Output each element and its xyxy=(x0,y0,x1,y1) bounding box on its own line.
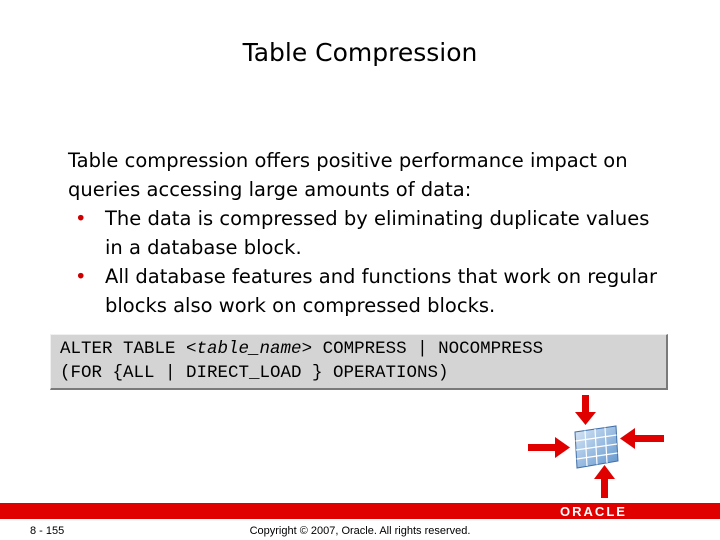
page-number: 8 - 155 xyxy=(30,525,65,537)
arrow-up-icon xyxy=(594,465,615,498)
code-variable: table_name xyxy=(196,339,302,359)
slide-body xyxy=(68,146,668,320)
code-line-2: (FOR {ALL | DIRECT_LOAD } OPERATIONS) xyxy=(60,363,449,383)
oracle-logo xyxy=(539,503,648,519)
arrow-down-icon xyxy=(575,395,596,425)
bullet-icon: • xyxy=(75,265,87,288)
bullet-list xyxy=(68,204,668,320)
compression-arrows-icon xyxy=(528,393,668,503)
code-box xyxy=(50,334,668,390)
bullet-item xyxy=(68,262,668,320)
bullet-text: All database features and functions that work on regular blocks also work on compressed blocks. xyxy=(105,265,658,317)
arrow-right-icon xyxy=(528,437,570,458)
code-line-1 xyxy=(60,339,543,359)
data-block-icon xyxy=(575,426,618,468)
arrow-left-icon xyxy=(620,428,664,449)
oracle-logo-text: ORACLE xyxy=(560,503,627,519)
intro-text: Table compression offers positive performance impact on queries accessing large amounts of data: xyxy=(68,149,628,201)
bullet-icon: • xyxy=(75,207,87,230)
code-text: ALTER TABLE < xyxy=(60,339,197,359)
slide-title: Table Compression xyxy=(242,38,478,67)
copyright-text: Copyright © 2007, Oracle. All rights reserved. xyxy=(249,525,471,537)
bullet-item xyxy=(68,204,668,262)
bullet-text: The data is compressed by eliminating duplicate values in a database block. xyxy=(105,207,650,259)
code-text: > COMPRESS | NOCOMPRESS xyxy=(301,339,544,359)
